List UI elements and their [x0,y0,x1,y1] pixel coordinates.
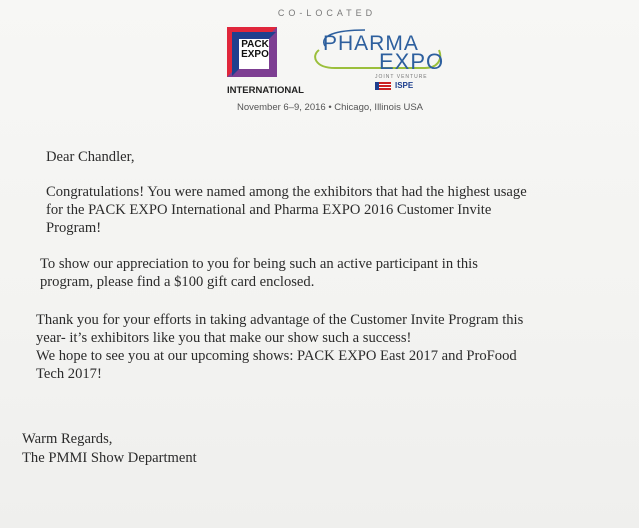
pack-word: PACK [241,39,269,50]
pharma-expo-logo [305,26,445,101]
expo-word: EXPO [241,49,269,60]
paragraph-2-line-2: program, please find a $100 gift card enclosed. [40,274,315,290]
co-located-label: CO-LOCATED [277,8,377,18]
paragraph-3-line-2: year- it’s exhibitors like you that make our show such a success! [36,330,412,346]
salutation: Dear Chandler, [46,149,135,165]
paragraph-1-line-2: for the PACK EXPO International and Pharma EXPO 2016 Customer Invite [46,202,492,218]
pack-expo-logo [227,27,304,99]
event-dateline: November 6–9, 2016 • Chicago, Illinois USA [236,102,424,113]
pharma-expo-wordmark: EXPO [379,49,445,74]
pharma-wordmark: PHARMA [323,32,419,55]
paragraph-2-line-1: To show our appreciation to you for being such an active participant in this [40,256,478,272]
pack-expo-wordmark [235,40,275,60]
closing: Warm Regards, [22,431,113,447]
signature: The PMMI Show Department [22,450,197,466]
ispe-logo: ISPE [395,81,414,90]
joint-venture-label: JOINT VENTURE [375,74,428,80]
paragraph-1-line-3: Program! [46,220,102,236]
paragraph-3-line-3: We hope to see you at our upcoming shows: PACK EXPO East 2017 and ProFood [36,348,517,364]
flag-icon [375,82,391,90]
paragraph-1-line-1: Congratulations! You were named among the exhibitors that had the highest usage [46,184,527,200]
paragraph-3-line-1: Thank you for your efforts in taking advantage of the Customer Invite Program this [36,312,524,328]
paragraph-3-line-4: Tech 2017! [36,366,102,382]
pack-expo-international: INTERNATIONAL [227,85,304,96]
